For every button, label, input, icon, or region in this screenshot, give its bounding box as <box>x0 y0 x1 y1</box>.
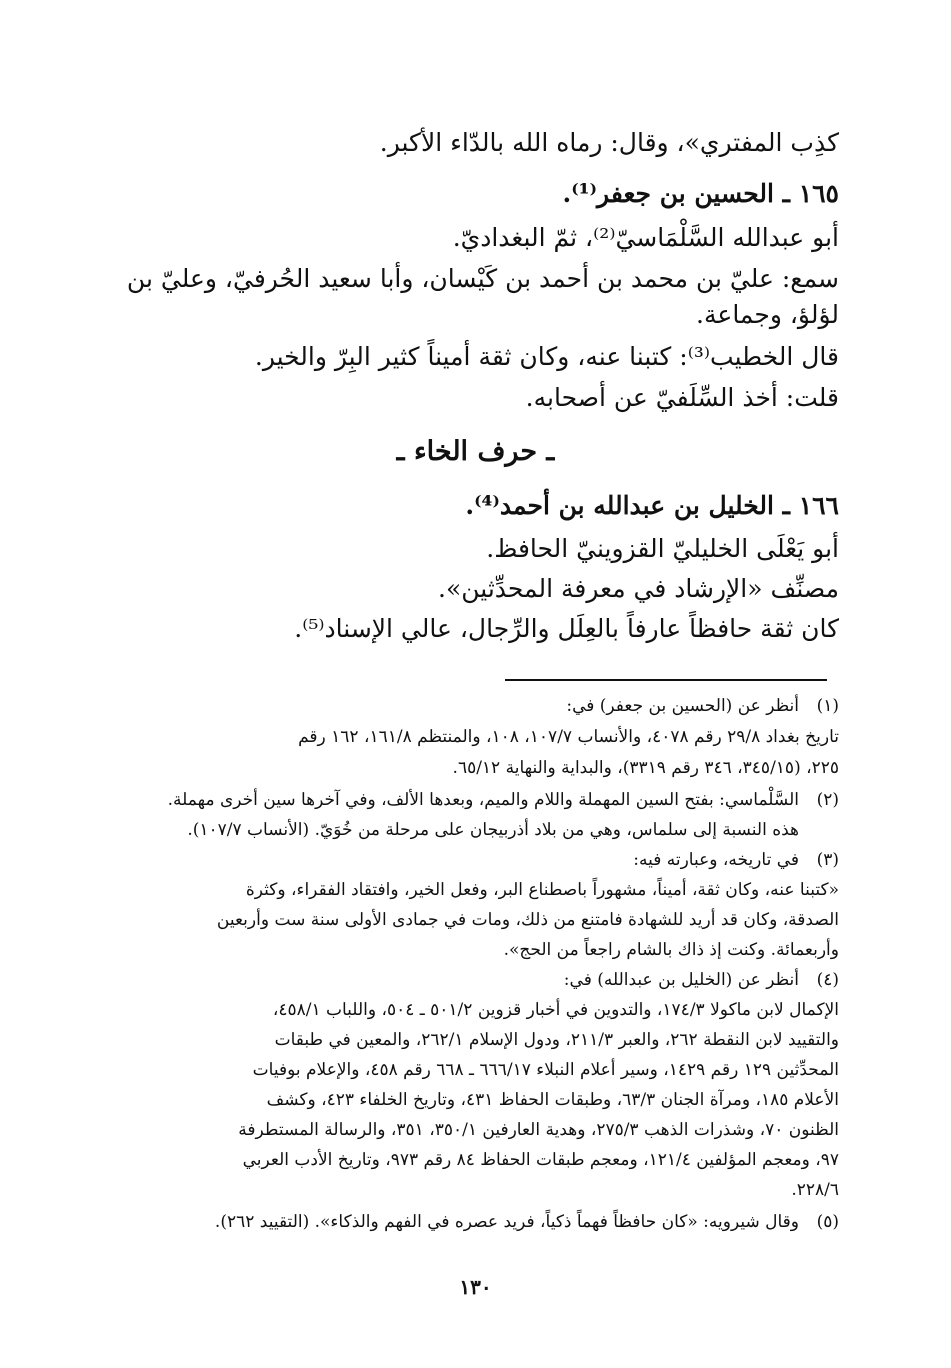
footnote-4-number: (٤) <box>816 970 839 990</box>
entry-165-author-note: قلت: أخذ السِّلَفيّ عن أصحابه. <box>525 383 839 412</box>
footnote-4-line4: المحدِّثين ١٢٩ رقم ١٤٢٩، وسير أعلام النبلاء ٦٦٦/١٧ ـ ٦٦٨ رقم ٤٥٨، والإعلام بوفيات <box>252 1060 839 1080</box>
footnote-4-line2: الإكمال لابن ماكولا ١٧٤/٣، والتدوين في أخبار قزوين ٥٠١/٢ ـ ٥٠٤، واللباب ٤٥٨/١، <box>272 1000 839 1020</box>
footnote-3-line1: في تاريخه، وعبارته فيه: <box>633 850 799 870</box>
entry-166-kunya: أبو يَعْلَى الخليليّ القزوينيّ الحافظ. <box>486 534 839 563</box>
entry-166-title: ١٦٦ ـ الخليل بن عبدالله بن أحمد⁽⁴⁾. <box>465 491 839 520</box>
footnote-4-line5: الأعلام ١٨٥، ومرآة الجنان ٦٣/٣، وطبقات الحفاظ ٤٣١، وتاريخ الخلفاء ٤٢٣، وكشف <box>266 1090 839 1110</box>
entry-165-title: ١٦٥ ـ الحسين بن جعفر⁽¹⁾. <box>562 179 839 208</box>
footnote-3-line4: وأربعمائة. وكنت إذ ذاك بالشام راجعاً من الحج». <box>503 940 839 960</box>
continuation-line: كذِب المفتري»، وقال: رماه الله بالدّاء الأكبر. <box>379 128 839 157</box>
footnote-1-number: (١) <box>816 696 839 716</box>
footnote-4-line3: والتقييد لابن النقطة ٢٦٢، والعبر ٢١١/٣، ودول الإسلام ٢٦٢/١، والمعين في طبقات <box>274 1030 839 1050</box>
footnote-4-line1: أنظر عن (الخليل بن عبدالله) في: <box>563 970 799 990</box>
footnote-4-line7: ٩٧، ومعجم المؤلفين ١٢١/٤، ومعجم طبقات الحفاظ ٨٤ رقم ٩٧٣، وتاريخ الأدب العربي <box>242 1150 839 1170</box>
footnote-3-line2: «كتبنا عنه، وكان ثقة، أميناً، مشهوراً باصطناع البر، وفعل الخير، وافتقاد الفقراء، وكثرة <box>245 880 839 900</box>
footnote-divider <box>505 679 827 681</box>
footnote-4-line8: ٢٢٨/٦. <box>791 1180 839 1200</box>
page-number: ١٣٠ <box>459 1275 492 1299</box>
footnote-5-number: (٥) <box>816 1212 839 1232</box>
footnote-2-line1: السَّلْماسي: بفتح السين المهملة واللام والميم، وبعدها الألف، وفي آخرها سين أخرى مهملة. <box>167 790 799 810</box>
footnote-1-line3: ٢٢٥، (٣٤٥/١٥، ٣٤٦ رقم ٣٣١٩)، والبداية والنهاية ٦٥/١٢. <box>452 758 839 778</box>
footnote-5-line1: وقال شيرويه: «كان حافظاً فهماً ذكياً، فريد عصره في الفهم والذكاء». (التقييد ٢٦٢). <box>214 1212 799 1232</box>
entry-166-work: مصنِّف «الإرشاد في معرفة المحدِّثين». <box>438 574 839 603</box>
footnote-4-line6: الظنون ٧٠، وشذرات الذهب ٢٧٥/٣، وهدية العارفين ٣٥٠/١، ٣٥١، والرسالة المستطرفة <box>238 1120 839 1140</box>
entry-165-kunya: أبو عبدالله السَّلْمَاسيّ⁽²⁾، ثمّ البغداديّ. <box>452 223 839 252</box>
footnote-1-line1: أنظر عن (الحسين بن جعفر) في: <box>566 696 799 716</box>
footnote-2-line2: هذه النسبة إلى سلماس، وهي من بلاد أذربيجان على مرحلة من خُوَيّ. (الأنساب ١٠٧/٧). <box>187 820 799 840</box>
section-heading: ـ حرف الخاء ـ <box>396 436 555 467</box>
footnote-3-line3: الصدقة، وكان قد أريد للشهادة فامتنع من ذلك، ومات في جمادى الأولى سنة ست وأربعين <box>216 910 839 930</box>
footnote-3-number: (٣) <box>816 850 839 870</box>
footnote-1-line2: تاريخ بغداد ٢٩/٨ رقم ٤٠٧٨، والأنساب ١٠٧/٧، ١٠٨، والمنتظم ١٦١/٨، ١٦٢ رقم <box>298 727 839 747</box>
footnote-2-number: (٢) <box>816 790 839 810</box>
entry-166-assessment: كان ثقة حافظاً عارفاً بالعِلَل والرِّجال، عالي الإسناد⁽⁵⁾. <box>294 614 839 643</box>
entry-165-khatib-quote: قال الخطيب⁽³⁾: كتبنا عنه، وكان ثقة أميناً كثير البِرّ والخير. <box>254 342 839 371</box>
entry-165-teachers-line2: لؤلؤ، وجماعة. <box>696 300 839 329</box>
entry-165-teachers-line1: سمع: عليّ بن محمد بن أحمد بن كَيْسان، وأبا سعيد الحُرفيّ، وعليّ بن <box>126 264 839 293</box>
